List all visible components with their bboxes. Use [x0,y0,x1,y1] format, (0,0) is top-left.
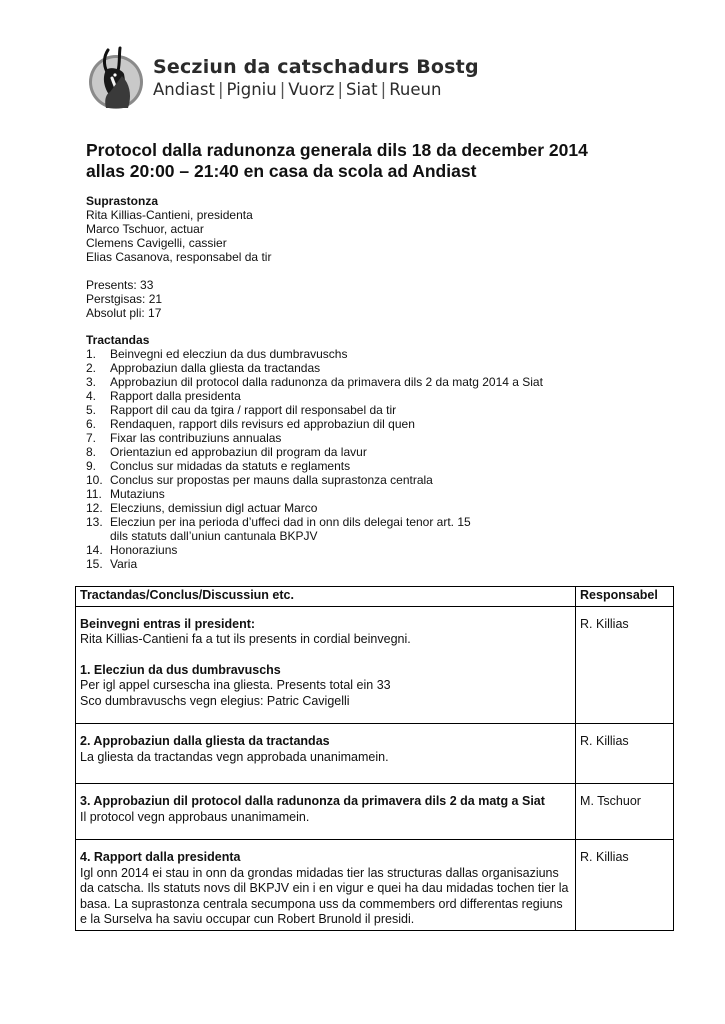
agenda-item-text: Rapport dalla presidenta [110,389,241,403]
minutes-topic-cell [76,606,576,724]
agenda-item-text: Varia [110,557,138,571]
minutes-section-heading: 3. Approbaziun dil protocol dalla radunonza da primavera dils 2 da matg a Siat [80,794,545,808]
minutes-topic-cell [76,724,576,784]
minutes-text: Sco dumbravuschs vegn elegius: Patric Cavigelli [80,693,350,708]
board-heading: Suprastonza [86,194,159,208]
agenda-item-text: Rendaquen, rapport dils revisurs ed approbaziun dil quen [110,417,415,431]
table-row [76,840,674,931]
agenda-item-number: 8. [86,445,97,459]
place-name: Andiast [153,80,215,99]
organization-name: Secziun da catschadurs Bostg [153,56,479,78]
agenda-item [86,515,543,543]
agenda-item [86,361,543,375]
agenda-item-text: Rapport dil cau da tgira / rapport dil responsabel da tir [110,403,397,417]
agenda-item-number: 2. [86,361,97,375]
agenda-item-text: Mutaziuns [110,487,165,501]
agenda-item [86,557,543,571]
minutes-table [75,586,674,931]
minutes-text: Per igl appel cursescha ina gliesta. Presents total ein 33 [80,678,391,692]
place-separator: | [279,80,286,99]
agenda-item [86,501,543,515]
minutes-topic-cell [76,840,576,931]
section-spacer [80,648,571,663]
responsible-cell: R. Killias [576,606,674,724]
table-row [76,784,674,840]
column-header-responsible: Responsabel [576,587,674,607]
agenda-item [86,445,543,459]
minutes-section-heading: 1. Elecziun da dus dumbravuschs [80,662,281,677]
title-line: allas 20:00 – 21:40 en casa da scola ad Andiast [86,161,477,181]
agenda-item [86,417,543,431]
agenda-item-number: 5. [86,403,97,417]
agenda-section [86,333,543,571]
title-line: Protocol dalla radunonza generala dils 18 da december 2014 [86,140,588,160]
agenda-item [86,487,543,501]
agenda-item [86,347,543,361]
agenda-item-text: Elecziuns, demissiun digl actuar Marco [110,501,318,515]
agenda-item [86,473,543,487]
attendance-section [86,278,162,320]
agenda-item [86,403,543,417]
table-row [76,606,674,724]
table-row [76,724,674,784]
agenda-item-number: 4. [86,389,97,403]
attendance-present: Presents: 33 [86,278,154,292]
agenda-item-number: 3. [86,375,97,389]
agenda-item [86,543,543,557]
agenda-item-number: 12. [86,501,103,515]
agenda-item-text: Honoraziuns [110,543,178,557]
column-header-topics: Tractandas/Conclus/Discussiun etc. [76,587,576,607]
agenda-item-number: 11. [86,487,102,501]
place-separator: | [380,80,387,99]
minutes-text: Igl onn 2014 ei stau in onn da grondas midadas tier las structuras dallas organisaziuns da catscha. Ils statuts novs dil BKPJV ein i en vigur e quei ha dau midadas tochen tier la basa. La suprastonza centrala secumpona uss da commembers ord differentas regiuns e la Surselva ha saviu occupar cun Robert Brunold il presidi. [80,865,569,926]
agenda-item [86,431,543,445]
board-member: Elias Casanova, responsabel da tir [86,250,272,264]
minutes-text: La gliesta da tractandas vegn approbada unanimamein. [80,749,389,764]
agenda-item-number: 7. [86,431,97,445]
agenda-item [86,389,543,403]
agenda-item-number: 9. [86,459,97,473]
agenda-item-text: Approbaziun dalla gliesta da tractandas [110,361,321,375]
agenda-item-number: 6. [86,417,97,431]
agenda-item-number: 13. [86,515,103,529]
minutes-text: Rita Killias-Cantieni fa a tut ils presents in cordial beinvegni. [80,632,411,646]
place-separator: | [217,80,224,99]
responsible-cell: R. Killias [576,840,674,931]
board-member: Clemens Cavigelli, cassier [86,236,227,250]
place-name: Rueun [389,80,442,99]
table-header-row [76,587,674,607]
minutes-section-heading: Beinvegni entras il president: [80,616,256,631]
agenda-item-number: 1. [86,347,97,361]
place-name: Siat [346,80,378,99]
board-member: Rita Killias-Cantieni, presidenta [86,208,253,222]
agenda-item-number: 10. [86,473,103,487]
agenda-item [86,375,543,389]
place-name: Pigniu [226,80,277,99]
agenda-item-number: 14. [86,543,103,557]
agenda-item-number: 15. [86,557,103,571]
minutes-text: Il protocol vegn approbaus unanimamein. [80,809,310,824]
agenda-item-text: Orientaziun ed approbaziun dil program da lavur [110,445,367,459]
organization-places [153,80,441,99]
responsible-cell: R. Killias [576,724,674,784]
agenda-item-text: Beinvegni ed elecziun da dus dumbravuschs [110,347,348,361]
attendance-majority: Absolut pli: 17 [86,306,162,320]
agenda-item [86,459,543,473]
agenda-list [86,347,543,571]
chamois-logo-icon [86,44,148,112]
agenda-item-text: Approbaziun dil protocol dalla radunonza da primavera dils 2 da matg 2014 a Siat [110,375,543,389]
board-section [86,194,271,264]
minutes-section-heading: 2. Approbaziun dalla gliesta da tractandas [80,734,330,748]
agenda-item-text: Conclus sur propostas per mauns dalla suprastonza centrala [110,473,433,487]
responsible-cell: M. Tschuor [576,784,674,840]
place-name: Vuorz [288,80,335,99]
minutes-section-heading: 4. Rapport dalla presidenta [80,850,241,864]
agenda-item-text: Conclus sur midadas da statuts e reglaments [110,459,351,473]
agenda-item-text: Fixar las contribuziuns annualas [110,431,282,445]
agenda-heading: Tractandas [86,333,150,347]
agenda-item-text: Elecziun per ina perioda d’uffeci dad in onn dils delegai tenor art. 15 dils statuts dall’uniun cantunala BKPJV [110,515,471,543]
board-member: Marco Tschuor, actuar [86,222,204,236]
document-title [86,140,646,182]
place-separator: | [337,80,343,99]
attendance-excused: Perstgisas: 21 [86,292,163,306]
minutes-topic-cell [76,784,576,840]
